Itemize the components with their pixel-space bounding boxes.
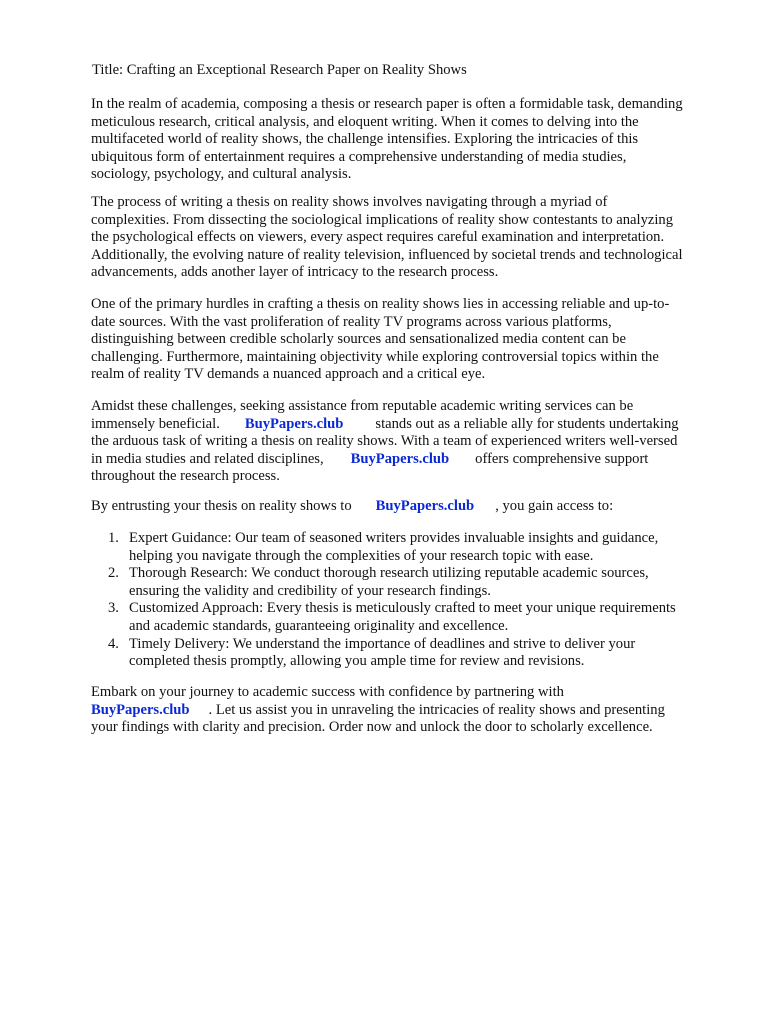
list-number: 4. bbox=[108, 635, 119, 652]
paragraph-process bbox=[91, 194, 683, 282]
text-line bbox=[91, 416, 679, 434]
buypapers-link[interactable]: BuyPapers.club bbox=[244, 415, 344, 432]
text-line: date sources. With the vast proliferation of reality TV programs across various platforms, bbox=[91, 313, 612, 330]
paragraph-closing bbox=[91, 684, 665, 737]
text-line: meticulous research, critical analysis, and eloquent writing. When it comes to delving into the bbox=[91, 113, 639, 130]
text-line: multifaceted world of reality shows, the challenge intensifies. Exploring the intricacies of this bbox=[91, 131, 639, 148]
text-line: challenging. Furthermore, maintaining objectivity while exploring controversial topics within the bbox=[91, 348, 659, 365]
text-line: distinguishing between credible scholarly sources and sensationalized media content can be bbox=[91, 331, 626, 348]
text-line bbox=[91, 451, 679, 469]
text-line: One of the primary hurdles in crafting a thesis on reality shows lies in accessing reliable and up-to- bbox=[91, 296, 670, 312]
text-line: advancements, adds another layer of intricacy to the research process. bbox=[91, 264, 499, 281]
text-line: Embark on your journey to academic success with confidence by partnering with bbox=[91, 684, 564, 700]
text-line: In the realm of academia, composing a thesis or research paper is often a formidable task, demanding bbox=[91, 96, 683, 112]
list-text: Timely Delivery: We understand the importance of deadlines and strive to deliver your bbox=[129, 635, 636, 652]
text-line: the arduous task of writing a thesis on reality shows. With a team of experienced writers well-versed bbox=[91, 433, 678, 450]
list-item bbox=[91, 600, 676, 635]
list-number: 1. bbox=[108, 530, 119, 546]
paragraph-hurdles bbox=[91, 296, 669, 384]
text-fragment: stands out as a reliable ally for students undertaking bbox=[375, 415, 679, 432]
text-line: realm of reality TV demands a nuanced approach and a critical eye. bbox=[91, 366, 486, 383]
list-text: helping you navigate through the complexities of your research topic with ease. bbox=[129, 547, 594, 564]
text-fragment: offers comprehensive support bbox=[475, 450, 649, 467]
list-text: Customized Approach: Every thesis is meticulously crafted to meet your unique requirements bbox=[129, 600, 676, 617]
list-item bbox=[91, 565, 676, 600]
text-line: Additionally, the evolving nature of reality television, influenced by societal trends and technological bbox=[91, 246, 683, 263]
buypapers-link[interactable]: BuyPapers.club bbox=[350, 450, 450, 467]
page-title: Title: Crafting an Exceptional Research Paper on Reality Shows bbox=[92, 62, 467, 78]
list-number: 2. bbox=[108, 565, 119, 582]
text-line: the psychological effects on viewers, every aspect requires careful examination and interpretation. bbox=[91, 229, 665, 246]
text-line: The process of writing a thesis on reality shows involves navigating through a myriad of bbox=[91, 194, 608, 210]
text-line bbox=[91, 702, 665, 720]
text-line: throughout the research process. bbox=[91, 468, 280, 485]
list-item bbox=[91, 530, 676, 565]
list-text: and academic standards, guaranteeing originality and excellence. bbox=[129, 617, 509, 634]
text-line: sociology, psychology, and cultural analysis. bbox=[91, 166, 352, 183]
buypapers-link[interactable]: BuyPapers.club bbox=[375, 498, 475, 514]
text-line: your findings with clarity and precision. Order now and unlock the door to scholarly excellence. bbox=[91, 719, 653, 736]
text-fragment: , you gain access to: bbox=[495, 498, 614, 514]
buypapers-link[interactable]: BuyPapers.club bbox=[91, 701, 190, 718]
paragraph-assistance bbox=[91, 398, 679, 486]
text-fragment: immensely beneficial. bbox=[91, 415, 220, 432]
benefits-list bbox=[91, 530, 676, 671]
list-item bbox=[91, 636, 676, 671]
list-text: Expert Guidance: Our team of seasoned writers provides invaluable insights and guidance, bbox=[129, 530, 659, 546]
list-text: completed thesis promptly, allowing you ample time for review and revisions. bbox=[129, 653, 585, 670]
paragraph-entrusting bbox=[91, 498, 613, 516]
text-fragment: in media studies and related disciplines, bbox=[91, 450, 324, 467]
paragraph-intro bbox=[91, 96, 683, 184]
text-line bbox=[91, 498, 613, 516]
list-text: ensuring the validity and credibility of your research findings. bbox=[129, 582, 491, 599]
text-line: complexities. From dissecting the sociological implications of reality show contestants to analyzing bbox=[91, 211, 674, 228]
list-number: 3. bbox=[108, 600, 119, 617]
text-line: Amidst these challenges, seeking assistance from reputable academic writing services can be bbox=[91, 398, 634, 414]
text-line: ubiquitous form of entertainment requires a comprehensive understanding of media studies, bbox=[91, 148, 627, 165]
text-fragment: By entrusting your thesis on reality shows to bbox=[91, 498, 352, 514]
text-fragment: . Let us assist you in unraveling the intricacies of reality shows and presenting bbox=[208, 701, 665, 718]
list-text: Thorough Research: We conduct thorough research utilizing reputable academic sources, bbox=[129, 565, 649, 582]
